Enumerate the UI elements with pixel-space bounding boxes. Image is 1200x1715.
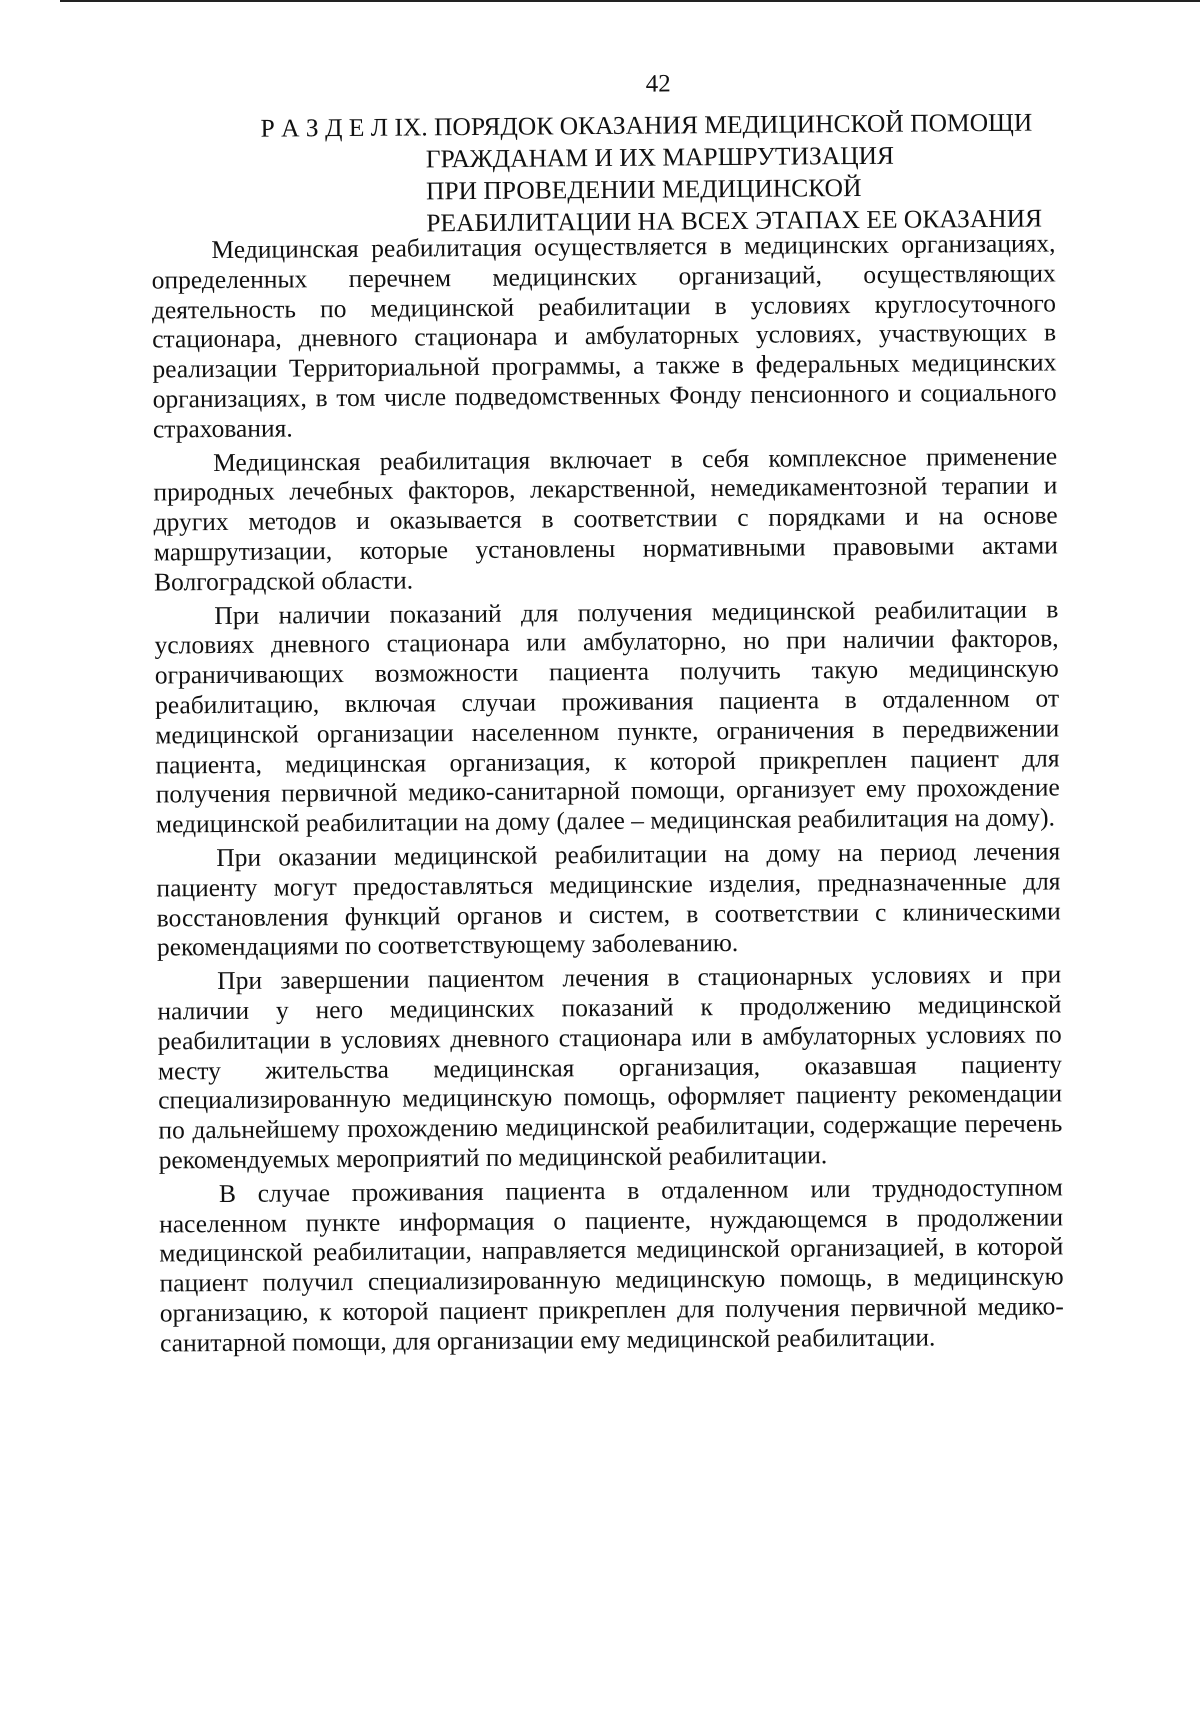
paragraph-discharge-recommendations: При завершении пациентом лечения в стационарных условиях и при наличии у него медицинских показаний к продолжению медицинской реабилитации в условиях дневного стационара или в амбулаторных условиях по месту жительства медицинская организация, оказавшая пациенту специализированную медицинскую помощь, оформляет пациенту рекомендации по дальнейшему прохождению медицинской реабилитации, содержащие перечень рекомендуемых мероприятий по медицинской реабилитации. (157, 959, 1063, 1175)
section-heading-line-1: Р А З Д Е Л IX. ПОРЯДОК ОКАЗАНИЯ МЕДИЦИНСКОЙ ПОМОЩИ (260, 107, 1033, 143)
section-heading (260, 106, 1061, 240)
paragraph-home-rehab: При наличии показаний для получения медицинской реабилитации в условиях дневного стационара или амбулаторно, но при наличии факторов, ограничивающих возможности пациента получить такую медицинскую реабилитацию, включая случаи проживания пациента в отдаленном от медицинской организации населенном пункте, ограничения в передвижении пациента, медицинская организация, к которой прикреплен пациент для получения первичной медико-санитарной помощи, организует ему прохождение медицинской реабилитации на дому (далее – медицинская реабилитация на дому). (154, 593, 1060, 839)
paragraph-remote-residence: В случае проживания пациента в отдаленном или труднодоступном населенном пункте информация о пациенте, нуждающемся в продолжении медицинской реабилитации, направляется медицинской организацией, в которой пациент получил специализированную медицинскую помощь, в медицинскую организацию, к которой пациент прикреплен для получения первичной медико-санитарной помощи, для организации ему медицинской реабилитации. (159, 1172, 1064, 1358)
section-heading-line-2: ГРАЖДАНАМ И ИХ МАРШРУТИЗАЦИЯ (425, 140, 895, 174)
paragraph-rehab-organizations: Медицинская реабилитация осуществляется в медицинских организациях, определенных перечнем медицинских организаций, осуществляющих деятельность по медицинской реабилитации в условиях круглосуточного стационара, дневного стационара и амбулаторных условиях, участвующих в реализации Территориальной программы, а также в федеральных медицинских организациях, в том числе подведомственных Фонду пенсионного и социального страхования. (151, 228, 1057, 444)
document-body (151, 228, 1064, 1362)
paragraph-medical-devices: При оказании медицинской реабилитации на дому на период лечения пациенту могут предоставляться медицинские изделия, предназначенные для восстановления функций органов и систем, в соответствии с клиническими рекомендациями по соответствующему заболеванию. (156, 836, 1061, 962)
page-number: 42 (645, 70, 671, 98)
section-heading-line-4: РЕАБИЛИТАЦИИ НА ВСЕХ ЭТАПАХ ЕЕ ОКАЗАНИЯ (426, 203, 1043, 238)
section-heading-line-3: ПРИ ПРОВЕДЕНИИ МЕДИЦИНСКОЙ (425, 172, 862, 206)
paragraph-rehab-methods: Медицинская реабилитация включает в себя комплексное применение природных лечебных факторов, лекарственной, немедикаментозной терапии и других методов и оказывается в соответствии с порядками и на основе маршрутизации, которые установлены нормативными правовыми актами Волгоградской области. (153, 441, 1058, 597)
